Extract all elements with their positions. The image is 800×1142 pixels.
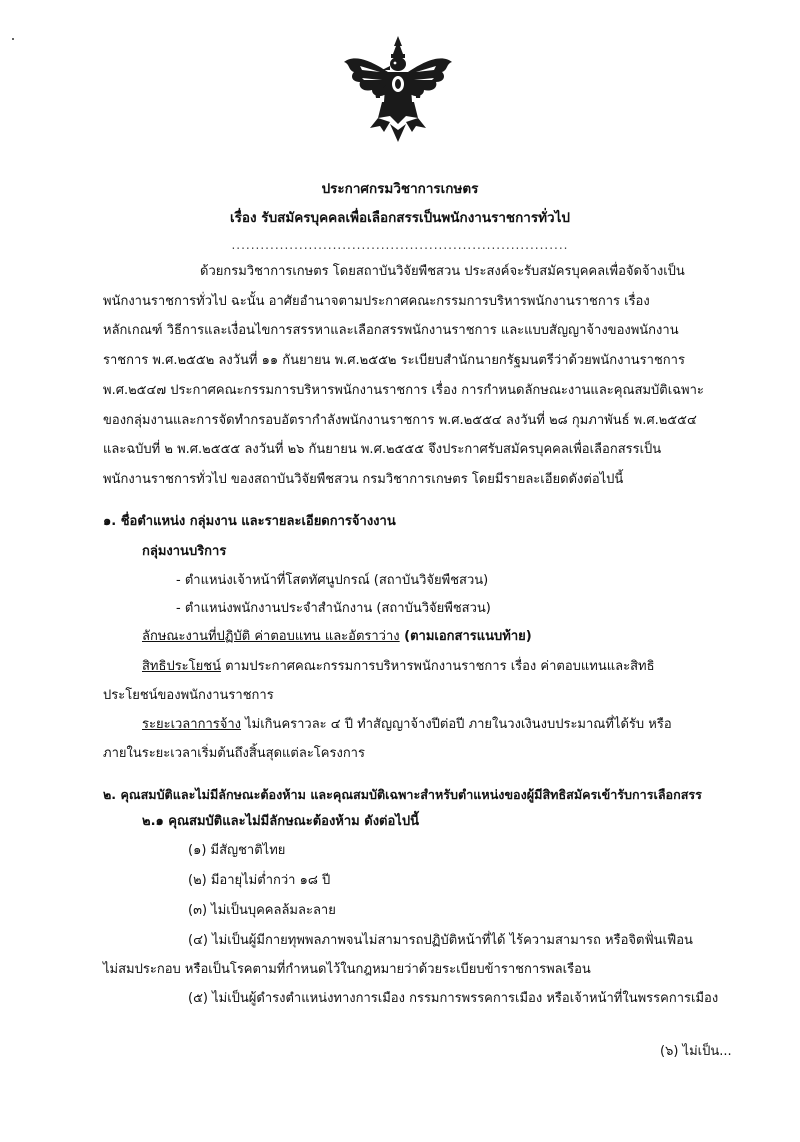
intro-line-4: ราชการ พ.ศ.๒๕๕๒ ลงวันที่ ๑๑ กันยายน พ.ศ.๒๕๕๒ ระเบียบสำนักนายกรัฐมนตรีว่าด้วยพนักงานราชการ <box>103 353 685 368</box>
benefits-label: สิทธิประโยชน์ <box>142 659 221 674</box>
job-line <box>142 628 532 646</box>
section2-subheading: ๒.๑ คุณสมบัติและไม่มีลักษณะต้องห้าม ดังต่อไปนี้ <box>142 814 419 829</box>
intro-line-3: หลักเกณฑ์ วิธีการและเงื่อนไขการสรรหาและเลือกสรรพนักงานราชการ และแบบสัญญาจ้างของพนักงาน <box>103 323 679 338</box>
intro-line-5: พ.ศ.๒๕๔๗ ประกาศคณะกรรมการบริหารพนักงานราชการ เรื่อง การกำหนดลักษณะงานและคุณสมบัติเฉพาะ <box>103 383 704 398</box>
garuda-emblem <box>340 32 456 144</box>
job-note: (ตามเอกสารแนบท้าย) <box>399 629 532 644</box>
qualification-item: (๑) มีสัญชาติไทย <box>188 843 286 858</box>
scan-speck <box>12 38 14 40</box>
qualification-item: (๔) ไม่เป็นผู้มีกายทุพพลภาพจนไม่สามารถปฏิบัติหน้าที่ได้ ไร้ความสามารถ หรือจิตฟั่นเฟือน <box>188 933 693 948</box>
announcement-subject: เรื่อง รับสมัครบุคคลเพื่อเลือกสรรเป็นพนักงานราชการทั่วไป <box>230 210 570 226</box>
benefits-text: ตามประกาศคณะกรรมการบริหารพนักงานราชการ เรื่อง ค่าตอบแทนและสิทธิ <box>220 659 655 674</box>
continuation-text: (๖) ไม่เป็น... <box>660 1044 732 1059</box>
section2-heading: ๒. คุณสมบัติและไม่มีลักษณะต้องห้าม และคุณสมบัติเฉพาะสำหรับตำแหน่งของผู้มีสิทธิสมัครเข้ารับการเลือกสรร <box>103 787 702 802</box>
intro-line-2: พนักงานราชการทั่วไป ฉะนั้น อาศัยอำนาจตามประกาศคณะกรรมการบริหารพนักงานราชการ เรื่อง <box>103 294 650 309</box>
title-separator: ...................................................................... <box>231 238 569 252</box>
period-label: ระยะเวลาการจ้าง <box>142 717 241 732</box>
qualification-item-cont: ไม่สมประกอบ หรือเป็นโรคตามที่กำหนดไว้ในกฎหมายว่าด้วยระเบียบข้าราชการพลเรือน <box>103 962 591 977</box>
qualification-item: (๒) มีอายุไม่ต่ำกว่า ๑๘ ปี <box>188 873 331 888</box>
intro-line-7: และฉบับที่ ๒ พ.ศ.๒๕๕๕ ลงวันที่ ๒๖ กันยายน พ.ศ.๒๕๕๕ จึงประกาศรับสมัครบุคคลเพื่อเลือกสรรเป็น <box>103 442 662 457</box>
position-item: - ตำแหน่งเจ้าหน้าที่โสตทัศนูปกรณ์ (สถาบันวิจัยพืชสวน) <box>176 573 489 588</box>
position-item: - ตำแหน่งพนักงานประจำสำนักงาน (สถาบันวิจัยพืชสวน) <box>176 601 491 616</box>
intro-line-8: พนักงานราชการทั่วไป ของสถาบันวิจัยพืชสวน กรมวิชาการเกษตร โดยมีรายละเอียดดังต่อไปนี้ <box>103 472 624 487</box>
job-label: ลักษณะงานที่ปฏิบัติ ค่าตอบแทน และอัตราว่าง <box>142 629 400 644</box>
qualification-item: (๕) ไม่เป็นผู้ดำรงตำแหน่งทางการเมือง กรรมการพรรคการเมือง หรือเจ้าหน้าที่ในพรรคการเมือง <box>188 991 719 1006</box>
benefits-line <box>142 658 655 676</box>
section1-heading: ๑. ชื่อตำแหน่ง กลุ่มงาน และรายละเอียดการจ้างงาน <box>103 514 396 529</box>
section1-group: กลุ่มงานบริการ <box>142 544 227 559</box>
announcement-title: ประกาศกรมวิชาการเกษตร <box>321 181 479 197</box>
benefits-line-2: ประโยชน์ของพนักงานราชการ <box>103 688 274 703</box>
period-line-2: ภายในระยะเวลาเริ่มต้นถึงสิ้นสุดแต่ละโครงการ <box>103 746 365 761</box>
period-text: ไม่เกินคราวละ ๔ ปี ทำสัญญาจ้างปีต่อปี ภายในวงเงินงบประมาณที่ได้รับ หรือ <box>241 717 672 732</box>
period-line <box>142 716 672 734</box>
intro-line-6: ของกลุ่มงานและการจัดทำกรอบอัตรากำลังพนักงานราชการ พ.ศ.๒๕๕๔ ลงวันที่ ๒๘ กุมภาพันธ์ พ.ศ.๒๕๕๔ <box>103 413 697 428</box>
qualification-item: (๓) ไม่เป็นบุคคลล้มละลาย <box>188 903 336 918</box>
intro-line-1: ด้วยกรมวิชาการเกษตร โดยสถาบันวิจัยพืชสวน ประสงค์จะรับสมัครบุคคลเพื่อจัดจ้างเป็น <box>200 264 685 279</box>
